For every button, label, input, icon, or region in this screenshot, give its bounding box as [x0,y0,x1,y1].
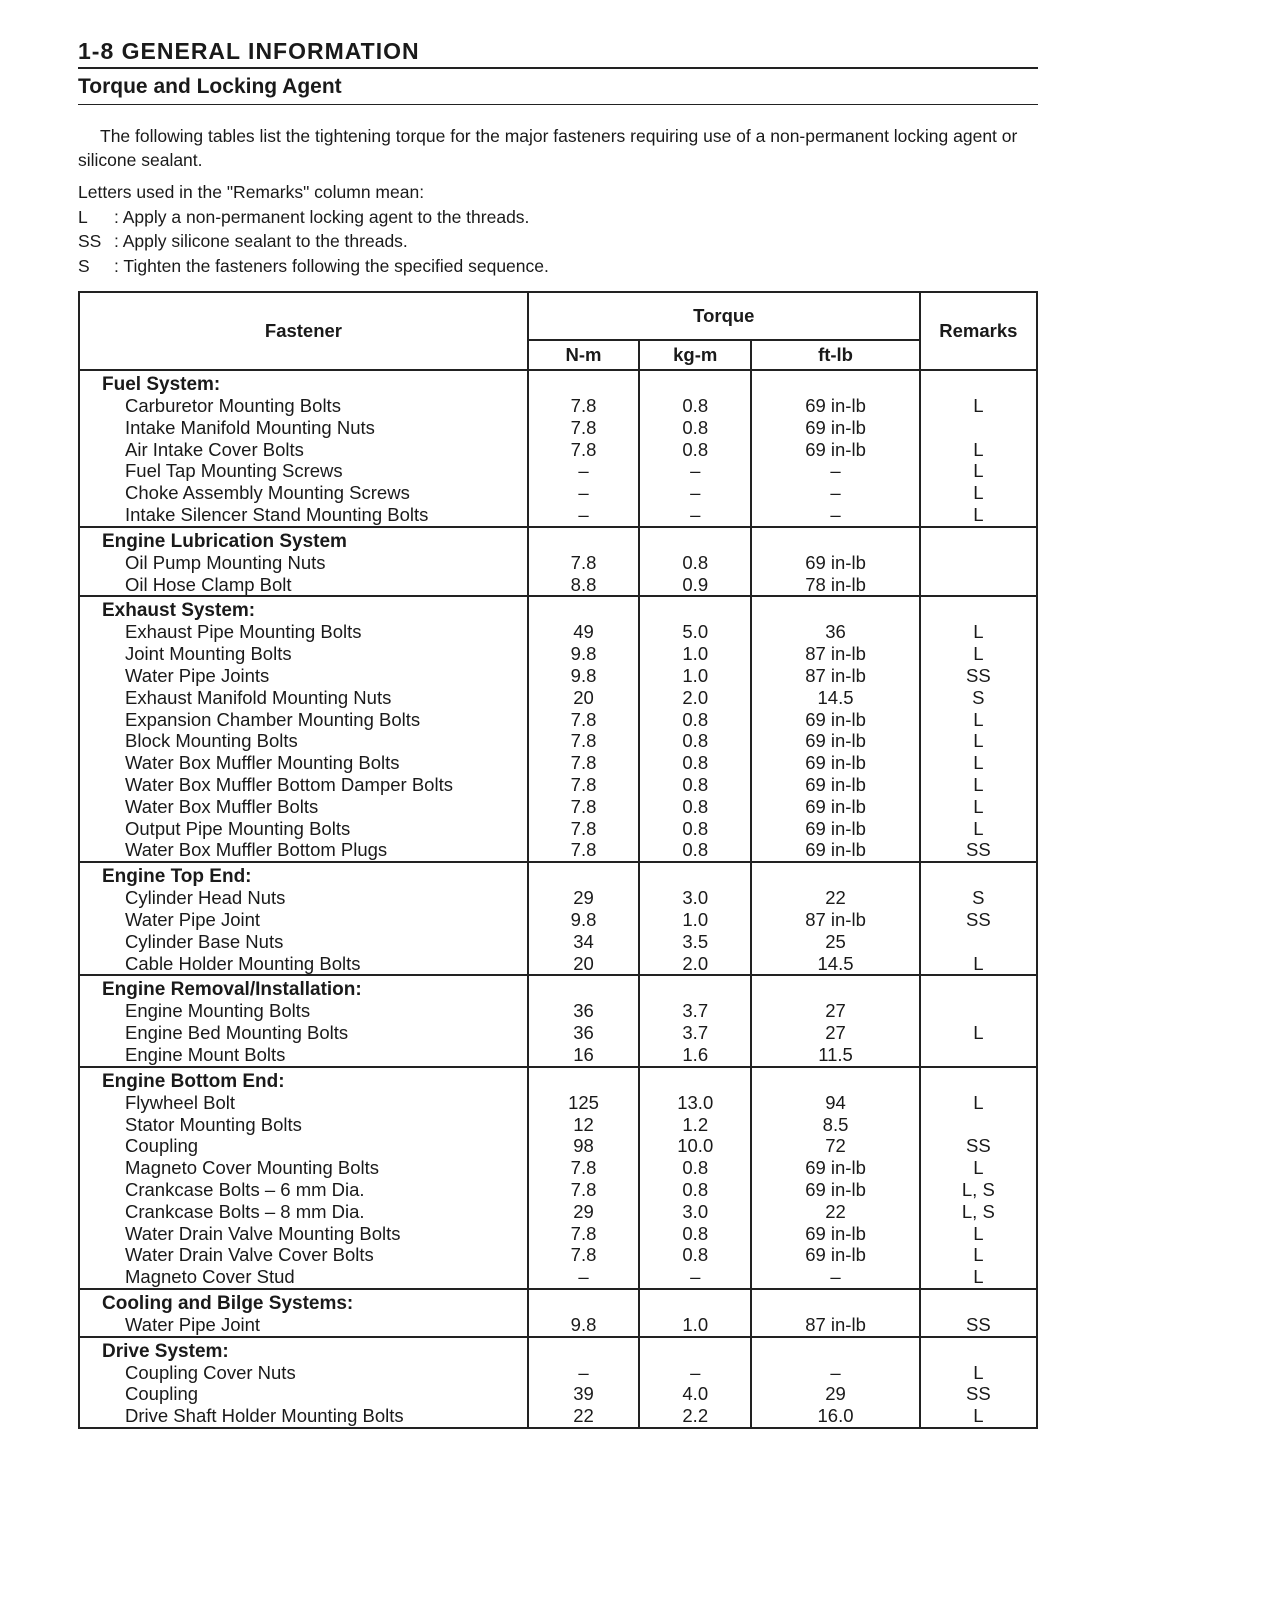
ftlb-value: 69 in-lb [805,551,866,573]
fastener-name: Engine Bed Mounting Bolts [125,1022,349,1044]
kgm-value: 1.0 [682,664,709,686]
legend-code: L [78,206,88,227]
nm-cell [528,370,639,527]
remarks-cell [920,527,1037,597]
kgm-value: 0.8 [682,730,709,752]
group-name: Exhaust System: [102,600,256,622]
header-fastener: Fastener [79,292,528,370]
legend-code: SS [78,231,102,251]
kgm-value: 0.8 [682,438,709,460]
fastener-name: Water Box Muffler Bottom Damper Bolts [125,773,453,795]
fastener-cell [79,370,528,527]
nm-value: 7.8 [570,551,597,573]
ftlb-cell [751,527,919,597]
nm-value: 36 [573,1000,594,1022]
fastener-name: Water Box Muffler Bolts [125,795,319,817]
kgm-value: 2.0 [682,952,709,974]
remarks-cell [920,975,1037,1066]
remarks-value: L [973,1244,984,1266]
remarks-value: L [973,503,984,525]
kgm-value: 1.0 [682,643,709,665]
fastener-name: Coupling [125,1383,199,1405]
kgm-cell [639,862,751,975]
table-body [79,370,1037,1428]
nm-cell [528,1067,639,1289]
kgm-value: – [690,1361,701,1383]
ftlb-value: 29 [825,1383,846,1405]
ftlb-cell [751,1067,919,1289]
ftlb-value: 27 [825,1022,846,1044]
kgm-value: 4.0 [682,1383,709,1405]
kgm-value: 2.2 [682,1405,709,1427]
ftlb-value: 72 [825,1135,846,1157]
ftlb-value: 69 in-lb [805,1222,866,1244]
ftlb-cell [751,862,919,975]
header-ftlb: ft-lb [751,340,919,370]
fastener-name: Crankcase Bolts – 6 mm Dia. [125,1178,365,1200]
remarks-value: L [973,752,984,774]
remarks-value: L [973,1361,984,1383]
nm-value: 9.8 [570,908,597,930]
fastener-name: Cylinder Head Nuts [125,887,286,909]
ftlb-value: 36 [825,621,846,643]
nm-value: 49 [573,621,594,643]
kgm-value: – [690,482,701,504]
remarks-value [921,1044,1036,1066]
fastener-name: Intake Silencer Stand Mounting Bolts [125,503,429,525]
kgm-value: 0.8 [682,708,709,730]
legend-item [78,205,549,230]
kgm-value: 0.8 [682,1244,709,1266]
nm-cell [528,527,639,597]
nm-value: – [578,1266,589,1288]
group-name: Engine Bottom End: [102,1070,285,1092]
remarks-cell [920,1067,1037,1289]
remarks-value: L [973,795,984,817]
nm-value: 8.8 [570,573,597,595]
fastener-name: Expansion Chamber Mounting Bolts [125,708,421,730]
group-name: Engine Removal/Installation: [102,979,362,1001]
nm-value: 29 [573,1200,594,1222]
ftlb-value: 69 in-lb [805,1157,866,1179]
ftlb-value: 11.5 [818,1043,853,1065]
remarks-cell [920,1337,1037,1428]
section-title: Torque and Locking Agent [78,75,342,98]
table-group-row [79,975,1037,1066]
fastener-name: Water Drain Valve Cover Bolts [125,1244,374,1266]
ftlb-value: 16.0 [817,1405,854,1427]
group-name: Engine Top End: [102,866,252,888]
fastener-name: Fuel Tap Mounting Screws [125,460,343,482]
header-kgm: kg-m [639,340,751,370]
ftlb-value: 69 in-lb [805,752,866,774]
fastener-name: Water Pipe Joints [125,664,270,686]
fastener-name: Water Drain Valve Mounting Bolts [125,1222,401,1244]
kgm-cell [639,1337,751,1428]
kgm-cell [639,527,751,597]
fastener-name: Drive Shaft Holder Mounting Bolts [125,1405,404,1427]
ftlb-value: 78 in-lb [805,573,866,595]
kgm-value: 0.8 [682,839,709,861]
fastener-name: Magneto Cover Stud [125,1266,295,1288]
fastener-name: Flywheel Bolt [125,1091,236,1113]
nm-value: – [578,482,589,504]
kgm-value: 2.0 [682,686,709,708]
group-name: Cooling and Bilge Systems: [102,1292,354,1314]
table-group-row [79,596,1037,862]
remarks-value: L [973,482,984,504]
nm-value: 7.8 [570,752,597,774]
legend-item [78,254,549,279]
remarks-value: L [973,1022,984,1044]
ftlb-value: 87 in-lb [805,908,866,930]
header-nm: N-m [528,340,639,370]
ftlb-value: 69 in-lb [805,773,866,795]
kgm-value: 3.0 [682,1200,709,1222]
ftlb-value: 69 in-lb [805,438,866,460]
ftlb-value: 94 [825,1091,846,1113]
nm-value: 39 [573,1383,594,1405]
fastener-name: Output Pipe Mounting Bolts [125,817,351,839]
ftlb-value: – [830,1266,841,1288]
nm-cell [528,862,639,975]
group-name: Fuel System: [102,374,221,395]
remarks-value: S [972,887,985,909]
remarks-value: S [972,686,985,708]
ftlb-value: 14.5 [817,686,854,708]
nm-value: 7.8 [570,395,597,416]
ftlb-value: 14.5 [817,952,854,974]
fastener-name: Exhaust Pipe Mounting Bolts [125,621,362,643]
ftlb-value: 69 in-lb [805,730,866,752]
nm-value: 7.8 [570,438,597,460]
nm-value: – [578,503,589,525]
ftlb-cell [751,975,919,1066]
fastener-name: Magneto Cover Mounting Bolts [125,1157,379,1179]
ftlb-value: 69 in-lb [805,795,866,817]
fastener-name: Cylinder Base Nuts [125,930,284,952]
table-group-row [79,1289,1037,1337]
remarks-value: L, S [961,1200,995,1222]
remarks-value: L [973,460,984,482]
remarks-value [921,574,1036,596]
fastener-name: Block Mounting Bolts [125,730,298,752]
nm-value: 7.8 [570,708,597,730]
kgm-value: 0.8 [682,1157,709,1179]
kgm-value: 0.8 [682,416,709,438]
torque-table [78,291,1038,1429]
remarks-cell [920,370,1037,527]
fastener-name: Oil Hose Clamp Bolt [125,573,292,595]
kgm-value: 5.0 [682,621,709,643]
kgm-value: 1.0 [682,908,709,930]
group-name: Engine Lubrication System [102,530,347,552]
ftlb-value: 22 [825,1200,846,1222]
remarks-cell [920,596,1037,862]
remarks-value: L [973,730,984,752]
nm-value: 20 [573,952,594,974]
remarks-value: L [973,1091,984,1113]
remarks-cell [920,1289,1037,1337]
remarks-value: L [973,817,984,839]
nm-value: 7.8 [570,1157,597,1179]
remarks-value: SS [966,908,991,930]
fastener-cell [79,527,528,597]
header-remarks: Remarks [920,292,1037,370]
fastener-name: Water Pipe Joint [125,1313,261,1335]
table-group-row [79,862,1037,975]
header-rule [78,67,1038,69]
fastener-name: Oil Pump Mounting Nuts [125,551,326,573]
nm-value: 20 [573,686,594,708]
legend-item [78,229,549,254]
ftlb-value: 22 [825,887,846,909]
nm-value: 7.8 [570,416,597,438]
kgm-value: 1.6 [682,1043,709,1065]
fastener-name: Exhaust Manifold Mounting Nuts [125,686,392,708]
fastener-cell [79,862,528,975]
nm-value: 34 [573,930,594,952]
intro-paragraph: The following tables list the tightening torque for the major fasteners requiring use of a non-permanent locking agent or silicone sealant. [78,126,1018,170]
ftlb-value: 25 [825,930,846,952]
kgm-value: – [690,460,701,482]
ftlb-value: 87 in-lb [805,1313,866,1335]
remarks-value: SS [966,1313,991,1335]
ftlb-cell [751,1289,919,1337]
nm-value: 9.8 [570,1313,597,1335]
remarks-value: SS [966,1135,991,1157]
kgm-value: 1.0 [682,1313,709,1335]
kgm-value: 1.2 [682,1113,709,1135]
nm-value: 9.8 [570,664,597,686]
remarks-value [921,1114,1036,1136]
nm-cell [528,596,639,862]
ftlb-value: 8.5 [822,1113,849,1135]
remarks-value: SS [966,839,991,861]
kgm-value: 0.8 [682,817,709,839]
nm-value: – [578,460,589,482]
kgm-cell [639,975,751,1066]
nm-value: 7.8 [570,817,597,839]
fastener-cell [79,1289,528,1337]
kgm-value: 0.9 [682,573,709,595]
fastener-cell [79,1337,528,1428]
ftlb-cell [751,370,919,527]
remarks-value: L [973,395,984,416]
legend-text: : Tighten the fasteners following the specified sequence. [114,255,549,276]
nm-value: 125 [568,1091,599,1113]
fastener-name: Water Pipe Joint [125,908,261,930]
nm-value: 29 [573,887,594,909]
nm-cell [528,975,639,1066]
nm-value: 9.8 [570,643,597,665]
kgm-cell [639,1067,751,1289]
ftlb-cell [751,596,919,862]
fastener-cell [79,975,528,1066]
ftlb-value: 69 in-lb [805,708,866,730]
kgm-value: 3.5 [682,930,709,952]
ftlb-value: 87 in-lb [805,664,866,686]
ftlb-value: 69 in-lb [805,839,866,861]
ftlb-value: 27 [825,1000,846,1022]
fastener-name: Choke Assembly Mounting Screws [125,482,410,504]
ftlb-cell [751,1337,919,1428]
remarks-value [921,552,1036,574]
nm-value: 7.8 [570,1244,597,1266]
kgm-value: 3.7 [682,1000,709,1022]
legend-text: : Apply a non-permanent locking agent to the threads. [114,206,530,227]
legend-code: S [78,255,90,276]
table-group-row [79,1337,1037,1428]
nm-value: 98 [573,1135,594,1157]
fastener-name: Coupling Cover Nuts [125,1361,296,1383]
legend-text: : Apply silicone sealant to the threads. [114,231,408,251]
nm-value: – [578,1361,589,1383]
ftlb-value: 69 in-lb [805,1178,866,1200]
fastener-name: Cable Holder Mounting Bolts [125,952,361,974]
kgm-value: 13.0 [677,1091,714,1113]
header-torque: Torque [528,292,920,340]
table-group-row [79,370,1037,527]
group-name: Drive System: [102,1340,229,1362]
fastener-name: Crankcase Bolts – 8 mm Dia. [125,1200,365,1222]
nm-cell [528,1337,639,1428]
ftlb-value: – [830,1361,841,1383]
kgm-value: 10.0 [677,1135,714,1157]
fastener-name: Engine Mounting Bolts [125,1000,311,1022]
remarks-value [921,1000,1036,1022]
fastener-name: Stator Mounting Bolts [125,1113,302,1135]
kgm-value: 0.8 [682,395,709,416]
nm-value: 7.8 [570,839,597,861]
kgm-value: 0.8 [682,752,709,774]
nm-value: 7.8 [570,773,597,795]
kgm-cell [639,596,751,862]
nm-value: 22 [573,1405,594,1427]
ftlb-value: – [830,460,841,482]
remarks-value: L [973,643,984,665]
nm-value: 12 [573,1113,594,1135]
fastener-name: Air Intake Cover Bolts [125,438,304,460]
remarks-value: L [973,1222,984,1244]
kgm-value: 0.8 [682,551,709,573]
kgm-value: – [690,503,701,525]
fastener-name: Carburetor Mounting Bolts [125,395,341,416]
fastener-name: Water Box Muffler Mounting Bolts [125,752,400,774]
ftlb-value: – [830,503,841,525]
kgm-value: 0.8 [682,1222,709,1244]
remarks-value: L [973,621,984,643]
remarks-value: L [973,438,984,460]
kgm-value: 0.8 [682,1178,709,1200]
remarks-value: L, S [961,1178,995,1200]
remarks-value: L [973,1266,984,1288]
kgm-value: 3.0 [682,887,709,909]
kgm-cell [639,370,751,527]
kgm-cell [639,1289,751,1337]
remarks-value: L [973,952,984,974]
remarks-value [921,931,1036,953]
remarks-value: L [973,708,984,730]
remarks-value: L [973,1405,984,1427]
nm-value: 7.8 [570,1222,597,1244]
fastener-cell [79,596,528,862]
fastener-name: Joint Mounting Bolts [125,643,292,665]
ftlb-value: 69 in-lb [805,817,866,839]
ftlb-value: 69 in-lb [805,1244,866,1266]
fastener-cell [79,1067,528,1289]
nm-value: 7.8 [570,730,597,752]
ftlb-value: – [830,482,841,504]
remarks-value [921,417,1036,439]
nm-value: 36 [573,1022,594,1044]
remarks-value: SS [966,664,991,686]
table-group-row [79,527,1037,597]
kgm-value: – [690,1266,701,1288]
table-group-row [79,1067,1037,1289]
section-rule [78,104,1038,105]
ftlb-value: 69 in-lb [805,395,866,416]
fastener-name: Intake Manifold Mounting Nuts [125,416,375,438]
remarks-legend [78,180,549,278]
nm-value: 7.8 [570,1178,597,1200]
kgm-value: 0.8 [682,795,709,817]
nm-value: 16 [573,1043,594,1065]
remarks-value: SS [966,1383,991,1405]
nm-cell [528,1289,639,1337]
kgm-value: 0.8 [682,773,709,795]
remarks-value: L [973,1157,984,1179]
kgm-value: 3.7 [682,1022,709,1044]
fastener-name: Water Box Muffler Bottom Plugs [125,839,388,861]
ftlb-value: 69 in-lb [805,416,866,438]
fastener-name: Coupling [125,1135,199,1157]
remarks-value: L [973,773,984,795]
legend-heading: Letters used in the "Remarks" column mean: [78,182,425,202]
remarks-cell [920,862,1037,975]
page-header-title: 1-8 GENERAL INFORMATION [78,38,420,64]
fastener-name: Engine Mount Bolts [125,1043,286,1065]
ftlb-value: 87 in-lb [805,643,866,665]
nm-value: 7.8 [570,795,597,817]
